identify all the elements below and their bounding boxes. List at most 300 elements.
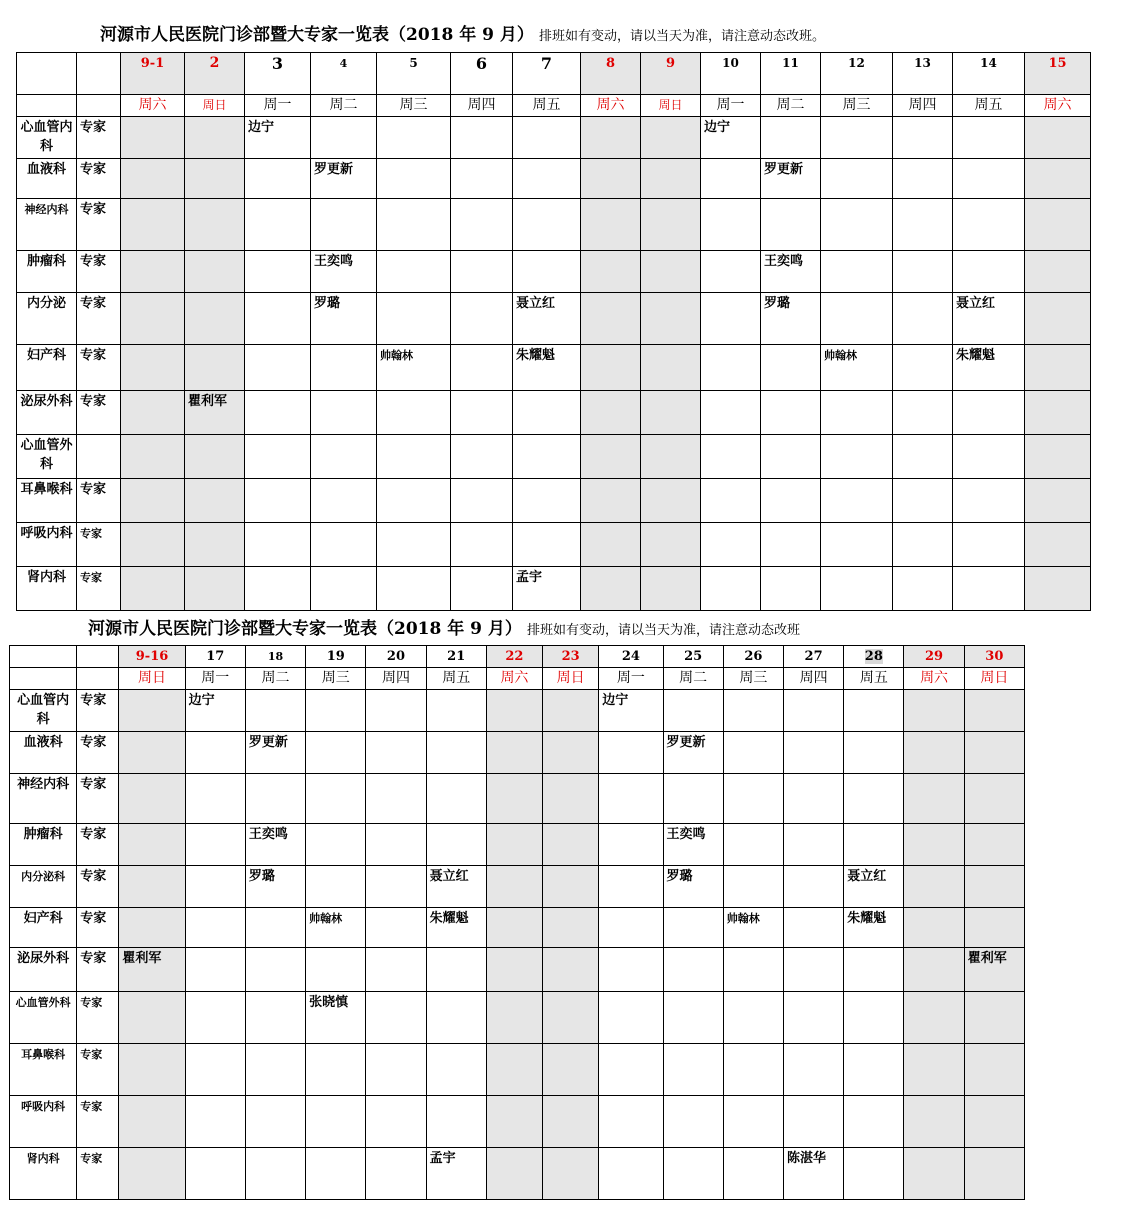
date-cell xyxy=(723,646,783,668)
schedule-cell xyxy=(581,523,641,567)
schedule-cell xyxy=(377,117,451,159)
schedule-cell xyxy=(641,117,701,159)
schedule-cell xyxy=(245,1096,305,1148)
header-blank-cell xyxy=(77,53,121,95)
schedule-cell xyxy=(451,345,513,391)
schedule-cell xyxy=(723,690,783,732)
schedule-cell xyxy=(964,690,1024,732)
date-label: 2 xyxy=(209,55,220,71)
date-cell xyxy=(821,53,893,95)
schedule-cell xyxy=(701,251,761,293)
schedule-cell xyxy=(311,567,377,611)
doctor-name-cell: 王奕鸣 xyxy=(311,251,377,293)
schedule-cell xyxy=(451,523,513,567)
schedule-cell xyxy=(185,824,245,866)
schedule-cell xyxy=(513,479,581,523)
schedule-cell xyxy=(964,992,1024,1044)
schedule-cell xyxy=(964,866,1024,908)
weekday-cell: 周二 xyxy=(663,668,723,690)
weekday-cell: 周三 xyxy=(821,95,893,117)
header-blank-cell xyxy=(10,646,77,668)
weekday-cell: 周四 xyxy=(366,668,426,690)
schedule-cell xyxy=(663,992,723,1044)
schedule-cell xyxy=(486,1044,542,1096)
schedule-cell xyxy=(245,567,311,611)
department-row xyxy=(10,774,1025,824)
schedule-cell xyxy=(641,159,701,199)
department-name: 肾内科 xyxy=(17,567,77,611)
doctor-name-cell: 罗璐 xyxy=(311,293,377,345)
schedule-cell xyxy=(366,908,426,948)
schedule-cell xyxy=(366,948,426,992)
weekday-cell: 周一 xyxy=(185,668,245,690)
date-cell xyxy=(306,646,366,668)
schedule-cell xyxy=(306,774,366,824)
schedule-cell xyxy=(953,567,1025,611)
date-cell xyxy=(1025,53,1091,95)
weekday-cell: 周二 xyxy=(245,668,305,690)
doctor-name-cell: 罗璐 xyxy=(245,866,305,908)
schedule-cell xyxy=(245,159,311,199)
schedule-cell xyxy=(964,1044,1024,1096)
department-name: 耳鼻喉科 xyxy=(17,479,77,523)
date-cell xyxy=(904,646,964,668)
schedule-cell xyxy=(581,345,641,391)
schedule-cell xyxy=(893,117,953,159)
schedule-cell xyxy=(306,866,366,908)
schedule-cell xyxy=(904,992,964,1044)
department-row xyxy=(10,690,1025,732)
weekday-cell: 周二 xyxy=(761,95,821,117)
schedule-cell xyxy=(599,948,663,992)
schedule-cell xyxy=(581,117,641,159)
title-main: 河源市人民医院门诊部暨大专家一览表（2018 年 9 月） xyxy=(88,619,522,639)
schedule-cell xyxy=(701,479,761,523)
schedule-cell xyxy=(641,199,701,251)
schedule-cell xyxy=(245,251,311,293)
schedule-cell xyxy=(783,690,843,732)
schedule-cell xyxy=(783,824,843,866)
schedule-cell xyxy=(426,992,486,1044)
schedule-cell xyxy=(599,732,663,774)
schedule-cell xyxy=(245,1148,305,1200)
expert-label: 专家 xyxy=(77,567,121,611)
schedule-cell xyxy=(185,866,245,908)
date-label: 19 xyxy=(326,649,345,664)
schedule-cell xyxy=(306,1044,366,1096)
schedule-cell xyxy=(904,866,964,908)
date-cell xyxy=(663,646,723,668)
schedule-cell xyxy=(893,251,953,293)
schedule-cell xyxy=(641,523,701,567)
schedule-cell xyxy=(1025,159,1091,199)
schedule-cell xyxy=(306,1096,366,1148)
header-blank-cell xyxy=(17,95,77,117)
schedule-cell xyxy=(119,908,185,948)
schedule-cell xyxy=(701,293,761,345)
doctor-name-cell: 罗璐 xyxy=(761,293,821,345)
schedule-cell xyxy=(844,948,904,992)
schedule-cell xyxy=(641,293,701,345)
title-note: 排班如有变动，请以当天为准，请注意动态改班。 xyxy=(539,29,826,44)
doctor-name-cell: 瞿利军 xyxy=(964,948,1024,992)
schedule-cell xyxy=(783,1044,843,1096)
weekday-cell: 周日 xyxy=(641,95,701,117)
expert-label: 专家 xyxy=(77,690,119,732)
doctor-name-cell: 罗更新 xyxy=(311,159,377,199)
schedule-cell xyxy=(821,435,893,479)
date-cell xyxy=(893,53,953,95)
date-label: 17 xyxy=(206,649,225,664)
schedule-cell xyxy=(121,435,185,479)
date-label: 9-16 xyxy=(135,649,169,664)
schedule-cell xyxy=(599,774,663,824)
schedule-cell xyxy=(964,1148,1024,1200)
schedule-cell xyxy=(761,199,821,251)
schedule-cell xyxy=(844,1096,904,1148)
schedule-cell xyxy=(185,293,245,345)
schedule-cell xyxy=(185,159,245,199)
department-row xyxy=(10,992,1025,1044)
date-label: 8 xyxy=(605,56,616,71)
schedule-cell xyxy=(1025,523,1091,567)
schedule-cell xyxy=(366,1044,426,1096)
schedule-cell xyxy=(821,199,893,251)
schedule-cell xyxy=(119,1044,185,1096)
doctor-name-cell: 帅翰林 xyxy=(723,908,783,948)
schedule-cell xyxy=(761,567,821,611)
schedule-cell xyxy=(641,345,701,391)
weekday-cell: 周日 xyxy=(543,668,599,690)
department-name: 血液科 xyxy=(17,159,77,199)
schedule-cell xyxy=(581,479,641,523)
schedule-cell xyxy=(311,479,377,523)
schedule-cell xyxy=(543,774,599,824)
weekday-cell: 周六 xyxy=(581,95,641,117)
schedule-cell xyxy=(1025,435,1091,479)
doctor-name-cell: 罗更新 xyxy=(761,159,821,199)
schedule-cell xyxy=(904,690,964,732)
schedule-cell xyxy=(513,435,581,479)
schedule-cell xyxy=(366,1148,426,1200)
schedule-cell xyxy=(543,1148,599,1200)
date-cell xyxy=(783,646,843,668)
schedule-cell xyxy=(543,1096,599,1148)
schedule-cell xyxy=(119,732,185,774)
schedule-cell xyxy=(893,435,953,479)
department-row xyxy=(10,732,1025,774)
schedule-cell xyxy=(723,824,783,866)
doctor-name-cell: 陈湛华 xyxy=(783,1148,843,1200)
department-row xyxy=(17,435,1091,479)
schedule-cell xyxy=(599,1044,663,1096)
schedule-cell xyxy=(121,117,185,159)
schedule-cell xyxy=(964,908,1024,948)
department-name: 内分泌科 xyxy=(10,866,77,908)
date-label: 9-1 xyxy=(140,56,165,71)
schedule-cell xyxy=(581,199,641,251)
schedule-cell xyxy=(185,117,245,159)
schedule-cell xyxy=(451,117,513,159)
date-header-row xyxy=(17,53,1091,95)
schedule-cell xyxy=(426,690,486,732)
department-row xyxy=(17,199,1091,251)
department-name: 肿瘤科 xyxy=(17,251,77,293)
date-label: 28 xyxy=(864,649,883,664)
schedule-cell xyxy=(821,523,893,567)
department-name: 呼吸内科 xyxy=(10,1096,77,1148)
date-cell xyxy=(701,53,761,95)
schedule-cell xyxy=(366,824,426,866)
date-label: 11 xyxy=(782,56,799,70)
schedule-cell xyxy=(543,1044,599,1096)
schedule-cell xyxy=(641,479,701,523)
schedule-cell xyxy=(893,293,953,345)
schedule-cell xyxy=(904,732,964,774)
schedule-cell xyxy=(893,159,953,199)
date-label: 23 xyxy=(561,649,580,664)
weekday-cell: 周四 xyxy=(451,95,513,117)
date-label: 24 xyxy=(621,649,640,664)
doctor-name-cell: 边宁 xyxy=(245,117,311,159)
date-label: 13 xyxy=(914,56,931,70)
department-name: 内分泌 xyxy=(17,293,77,345)
schedule-cell xyxy=(486,690,542,732)
expert-label: 专家 xyxy=(77,391,121,435)
date-cell xyxy=(513,53,581,95)
date-cell xyxy=(121,53,185,95)
schedule-cell xyxy=(486,866,542,908)
schedule-cell xyxy=(723,774,783,824)
doctor-name-cell: 罗更新 xyxy=(245,732,305,774)
date-label: 30 xyxy=(985,649,1004,664)
schedule-cell xyxy=(185,992,245,1044)
schedule-cell xyxy=(119,824,185,866)
schedule-cell xyxy=(893,345,953,391)
weekday-cell: 周日 xyxy=(119,668,185,690)
schedule-cell xyxy=(701,345,761,391)
header-blank-cell xyxy=(17,53,77,95)
schedule-cell xyxy=(121,479,185,523)
weekday-cell: 周日 xyxy=(964,668,1024,690)
date-label: 7 xyxy=(540,54,553,73)
date-label: 5 xyxy=(409,56,418,70)
department-name: 肿瘤科 xyxy=(10,824,77,866)
doctor-name-cell: 帅翰林 xyxy=(306,908,366,948)
weekday-header-row xyxy=(17,95,1091,117)
department-name: 泌尿外科 xyxy=(17,391,77,435)
schedule-cell xyxy=(119,690,185,732)
department-name: 妇产科 xyxy=(17,345,77,391)
doctor-name-cell: 罗更新 xyxy=(663,732,723,774)
schedule-cell xyxy=(1025,567,1091,611)
schedule-cell xyxy=(761,117,821,159)
doctor-name-cell: 边宁 xyxy=(185,690,245,732)
weekday-cell: 周六 xyxy=(486,668,542,690)
department-name: 泌尿外科 xyxy=(10,948,77,992)
date-label: 15 xyxy=(1048,56,1067,71)
schedule-cell xyxy=(245,523,311,567)
weekday-cell: 周四 xyxy=(783,668,843,690)
schedule-cell xyxy=(663,1148,723,1200)
schedule-cell xyxy=(543,992,599,1044)
expert-label: 专家 xyxy=(77,293,121,345)
schedule-cell xyxy=(723,732,783,774)
doctor-name-cell: 朱耀魁 xyxy=(953,345,1025,391)
schedule-cell xyxy=(513,251,581,293)
department-name: 妇产科 xyxy=(10,908,77,948)
schedule-cell xyxy=(844,1044,904,1096)
schedule-cell xyxy=(245,1044,305,1096)
schedule-cell xyxy=(245,479,311,523)
weekday-cell: 周三 xyxy=(377,95,451,117)
schedule-cell xyxy=(121,251,185,293)
schedule-cell xyxy=(783,732,843,774)
schedule-cell xyxy=(366,992,426,1044)
schedule-cell xyxy=(844,992,904,1044)
schedule-cell xyxy=(844,732,904,774)
schedule-cell xyxy=(701,523,761,567)
schedule-cell xyxy=(513,199,581,251)
schedule-cell xyxy=(486,1148,542,1200)
schedule-cell xyxy=(311,117,377,159)
department-name: 耳鼻喉科 xyxy=(10,1044,77,1096)
schedule-cell xyxy=(185,948,245,992)
department-row xyxy=(10,866,1025,908)
date-label: 9 xyxy=(665,56,676,71)
doctor-name-cell: 朱耀魁 xyxy=(426,908,486,948)
schedule-cell xyxy=(486,732,542,774)
schedule-cell xyxy=(723,1148,783,1200)
date-label: 29 xyxy=(925,649,944,664)
doctor-name-cell: 张晓慎 xyxy=(306,992,366,1044)
schedule-cell xyxy=(306,948,366,992)
doctor-name-cell: 王奕鸣 xyxy=(663,824,723,866)
doctor-name-cell: 瞿利军 xyxy=(185,391,245,435)
department-row xyxy=(17,117,1091,159)
expert-label: 专家 xyxy=(77,523,121,567)
title-note: 排班如有变动，请以当天为准，请注意动态改班 xyxy=(527,623,801,638)
doctor-name-cell: 王奕鸣 xyxy=(761,251,821,293)
date-label: 27 xyxy=(804,649,823,664)
schedule-cell xyxy=(121,567,185,611)
schedule-cell xyxy=(486,908,542,948)
doctor-name-cell: 聂立红 xyxy=(426,866,486,908)
schedule-cell xyxy=(581,435,641,479)
expert-label: 专家 xyxy=(77,824,119,866)
expert-label: 专家 xyxy=(77,199,121,251)
schedule-cell xyxy=(486,774,542,824)
schedule-cell xyxy=(953,479,1025,523)
schedule-cell xyxy=(904,948,964,992)
schedule-cell xyxy=(663,948,723,992)
schedule-cell xyxy=(953,251,1025,293)
schedule-cell xyxy=(366,774,426,824)
schedule-cell xyxy=(486,992,542,1044)
doctor-name-cell: 帅翰林 xyxy=(821,345,893,391)
schedule-cell xyxy=(311,435,377,479)
schedule-cell xyxy=(1025,345,1091,391)
expert-label: 专家 xyxy=(77,732,119,774)
date-cell xyxy=(543,646,599,668)
schedule-cell xyxy=(185,732,245,774)
expert-label xyxy=(77,435,121,479)
schedule-cell xyxy=(953,435,1025,479)
schedule-table-1 xyxy=(16,52,1091,611)
date-cell xyxy=(641,53,701,95)
schedule-cell xyxy=(953,391,1025,435)
schedule-cell xyxy=(245,391,311,435)
schedule-cell xyxy=(723,866,783,908)
schedule-cell xyxy=(451,567,513,611)
weekday-cell: 周三 xyxy=(306,668,366,690)
schedule-title-2 xyxy=(88,614,800,639)
weekday-cell: 周五 xyxy=(513,95,581,117)
schedule-cell xyxy=(599,908,663,948)
schedule-cell xyxy=(893,567,953,611)
doctor-name-cell: 帅翰林 xyxy=(377,345,451,391)
schedule-cell xyxy=(893,523,953,567)
date-cell xyxy=(377,53,451,95)
doctor-name-cell: 聂立红 xyxy=(513,293,581,345)
schedule-cell xyxy=(1025,251,1091,293)
schedule-cell xyxy=(121,159,185,199)
department-row xyxy=(17,345,1091,391)
schedule-cell xyxy=(311,523,377,567)
department-name: 心血管外科 xyxy=(10,992,77,1044)
schedule-table-2 xyxy=(9,645,1025,1200)
schedule-cell xyxy=(513,391,581,435)
schedule-cell xyxy=(366,866,426,908)
department-row xyxy=(17,159,1091,199)
schedule-cell xyxy=(377,567,451,611)
schedule-cell xyxy=(377,251,451,293)
department-name: 呼吸内科 xyxy=(17,523,77,567)
schedule-cell xyxy=(953,199,1025,251)
expert-label: 专家 xyxy=(77,1096,119,1148)
schedule-cell xyxy=(426,732,486,774)
schedule-cell xyxy=(641,567,701,611)
schedule-cell xyxy=(1025,293,1091,345)
schedule-cell xyxy=(185,251,245,293)
weekday-cell: 周一 xyxy=(701,95,761,117)
expert-label: 专家 xyxy=(77,866,119,908)
schedule-cell xyxy=(821,159,893,199)
schedule-cell xyxy=(783,774,843,824)
schedule-cell xyxy=(964,824,1024,866)
date-label: 3 xyxy=(271,54,284,73)
schedule-cell xyxy=(366,690,426,732)
weekday-cell: 周五 xyxy=(844,668,904,690)
date-cell xyxy=(426,646,486,668)
weekday-cell: 周三 xyxy=(723,668,783,690)
date-label: 14 xyxy=(980,56,997,70)
schedule-cell xyxy=(451,293,513,345)
schedule-cell xyxy=(426,774,486,824)
schedule-cell xyxy=(904,824,964,866)
schedule-cell xyxy=(185,435,245,479)
schedule-cell xyxy=(121,523,185,567)
doctor-name-cell: 朱耀魁 xyxy=(513,345,581,391)
schedule-cell xyxy=(377,293,451,345)
schedule-cell xyxy=(451,479,513,523)
doctor-name-cell: 朱耀魁 xyxy=(844,908,904,948)
weekday-cell: 周四 xyxy=(893,95,953,117)
schedule-cell xyxy=(663,774,723,824)
schedule-cell xyxy=(723,948,783,992)
weekday-cell: 周二 xyxy=(311,95,377,117)
schedule-cell xyxy=(761,391,821,435)
